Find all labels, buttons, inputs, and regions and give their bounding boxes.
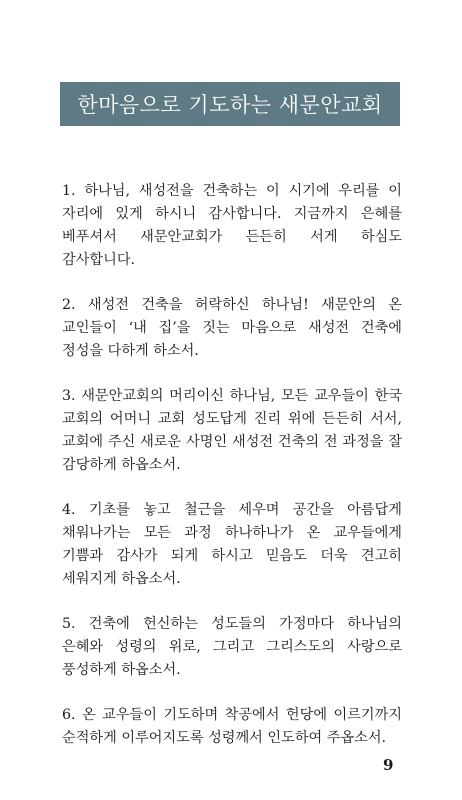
prayer-item-5: 5. 건축에 헌신하는 성도들의 가정마다 하나님의 은혜와 성령의 위로, 그리고 그리스도의 사랑으로 풍성하게 하옵소서. [62,616,402,678]
prayer-item-6: 6. 온 교우들이 기도하며 착공에서 헌당에 이르기까지 순적하게 이루어지도록 성령께서 인도하여 주옵소서. [62,707,402,746]
prayer-list [62,180,402,772]
page-number: 9 [383,756,394,774]
prayer-item-2: 2. 새성전 건축을 허락하신 하나님! 새문안의 온 교인들이 ‘내 집’을 짓는 마음으로 새성전 건축에 정성을 다하게 하소서. [62,297,402,359]
prayer-item-1: 1. 하나님, 새성전을 건축하는 이 시기에 우리를 이 자리에 있게 하시니 감사합니다. 지금까지 은혜를 베푸셔서 새문안교회가 든든히 서게 하심도 감사합니다. [62,183,402,268]
prayer-item-3: 3. 새문안교회의 머리이신 하나님, 모든 교우들이 한국 교회의 어머니 교회 성도답게 진리 위에 든든히 서서, 교회에 주신 새로운 사명인 새성전 건축의 전 과정을 잘 감당하게 하옵소서. [62,388,402,473]
page-title: 한마음으로 기도하는 새문안교회 [77,93,383,117]
prayer-item-4: 4. 기초를 놓고 철근을 세우며 공간을 아름답게 채워나가는 모든 과정 하나하나가 온 교우들에게 기쁨과 감사가 되게 하시고 믿음도 더욱 견고히 세워지게 하옵소서. [62,502,402,587]
title-banner [60,82,400,126]
